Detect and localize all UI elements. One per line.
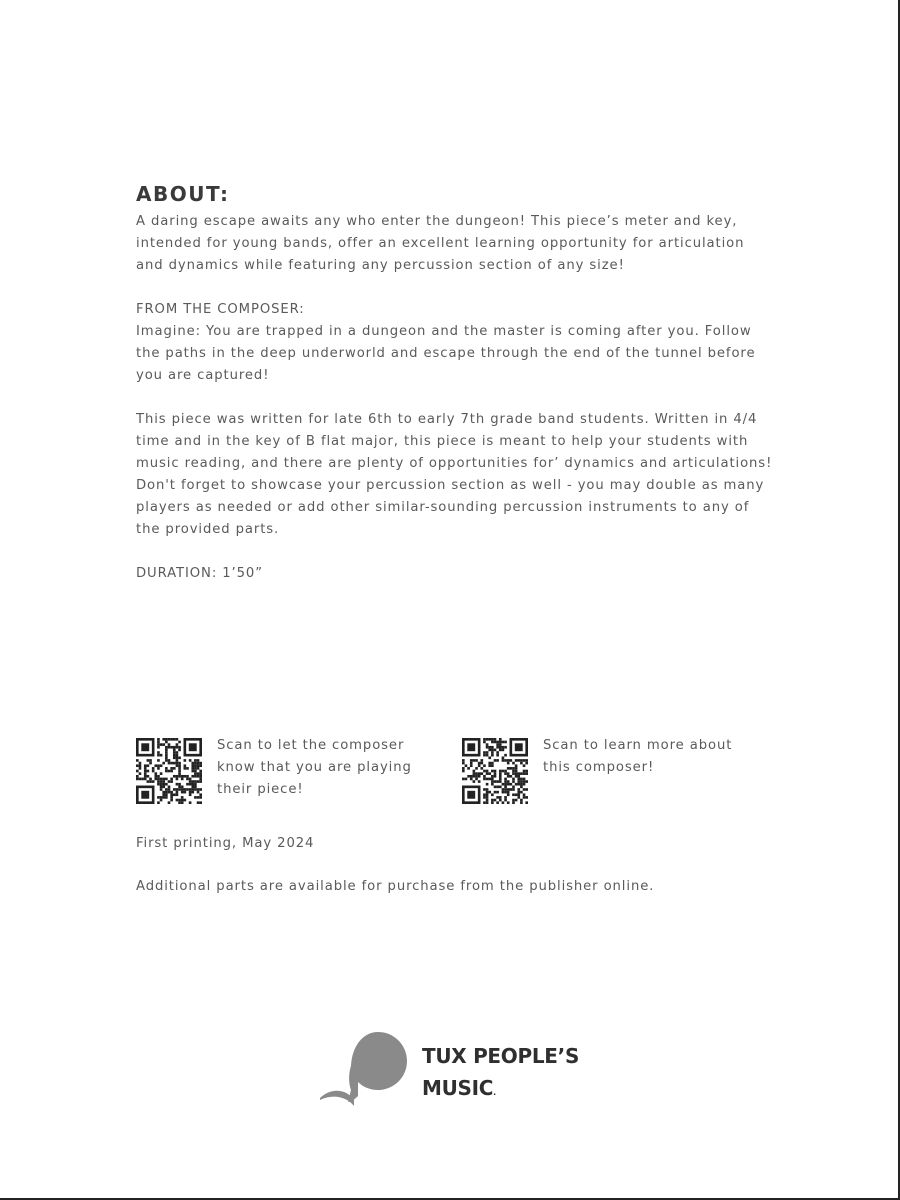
publisher-name-dot: .: [493, 1088, 496, 1097]
qr-code-icon[interactable]: [462, 738, 528, 804]
about-heading: ABOUT:: [136, 182, 230, 206]
additional-parts-note: Additional parts are available for purchase from the publisher online.: [136, 879, 655, 894]
qr-row: [136, 738, 776, 808]
publisher-logo: [318, 1030, 598, 1110]
piece-details: This piece was written for late 6th to early 7th grade band students. Written in 4/4 time and in the key of B flat major, this piece is meant to help your students with music reading, and there are plenty of opportunities for’ dynamics and articulations! Don't forget to showcase your percussion section as well - you may double as many players as needed or add other similar-sounding percussion instruments to any of the provided parts.: [136, 412, 773, 537]
publisher-name-line1: TUX PEOPLE’S: [422, 1044, 580, 1068]
spacer: [136, 277, 776, 299]
qr-block-composer: [462, 738, 758, 804]
duration: DURATION: 1’50”: [136, 566, 263, 581]
publisher-name-line2: [422, 1072, 579, 1109]
qr-caption-playing: Scan to let the composer know that you are playing their piece!: [217, 738, 412, 797]
qr-caption-composer: Scan to learn more about this composer!: [543, 738, 733, 775]
about-section: [136, 181, 776, 585]
publisher-name: [422, 1040, 579, 1109]
qr-block-playing: [136, 738, 432, 804]
publisher-name-music: MUSIC: [422, 1076, 494, 1100]
composer-text: Imagine: You are trapped in a dungeon and the master is coming after you. Follow the paths in the deep underworld and escape through the end of the tunnel before you are captured!: [136, 324, 756, 383]
speech-bubble-logo-icon: [318, 1030, 413, 1108]
printing-info: First printing, May 2024: [136, 836, 315, 851]
about-intro: A daring escape awaits any who enter the dungeon! This piece’s meter and key, intended for young bands, offer an excellent learning opportunity for articulation and dynamics while featuring any percussion section of any size!: [136, 214, 745, 273]
composer-label: FROM THE COMPOSER:: [136, 302, 305, 317]
qr-code-icon[interactable]: [136, 738, 202, 804]
spacer: [136, 541, 776, 563]
spacer: [136, 387, 776, 409]
